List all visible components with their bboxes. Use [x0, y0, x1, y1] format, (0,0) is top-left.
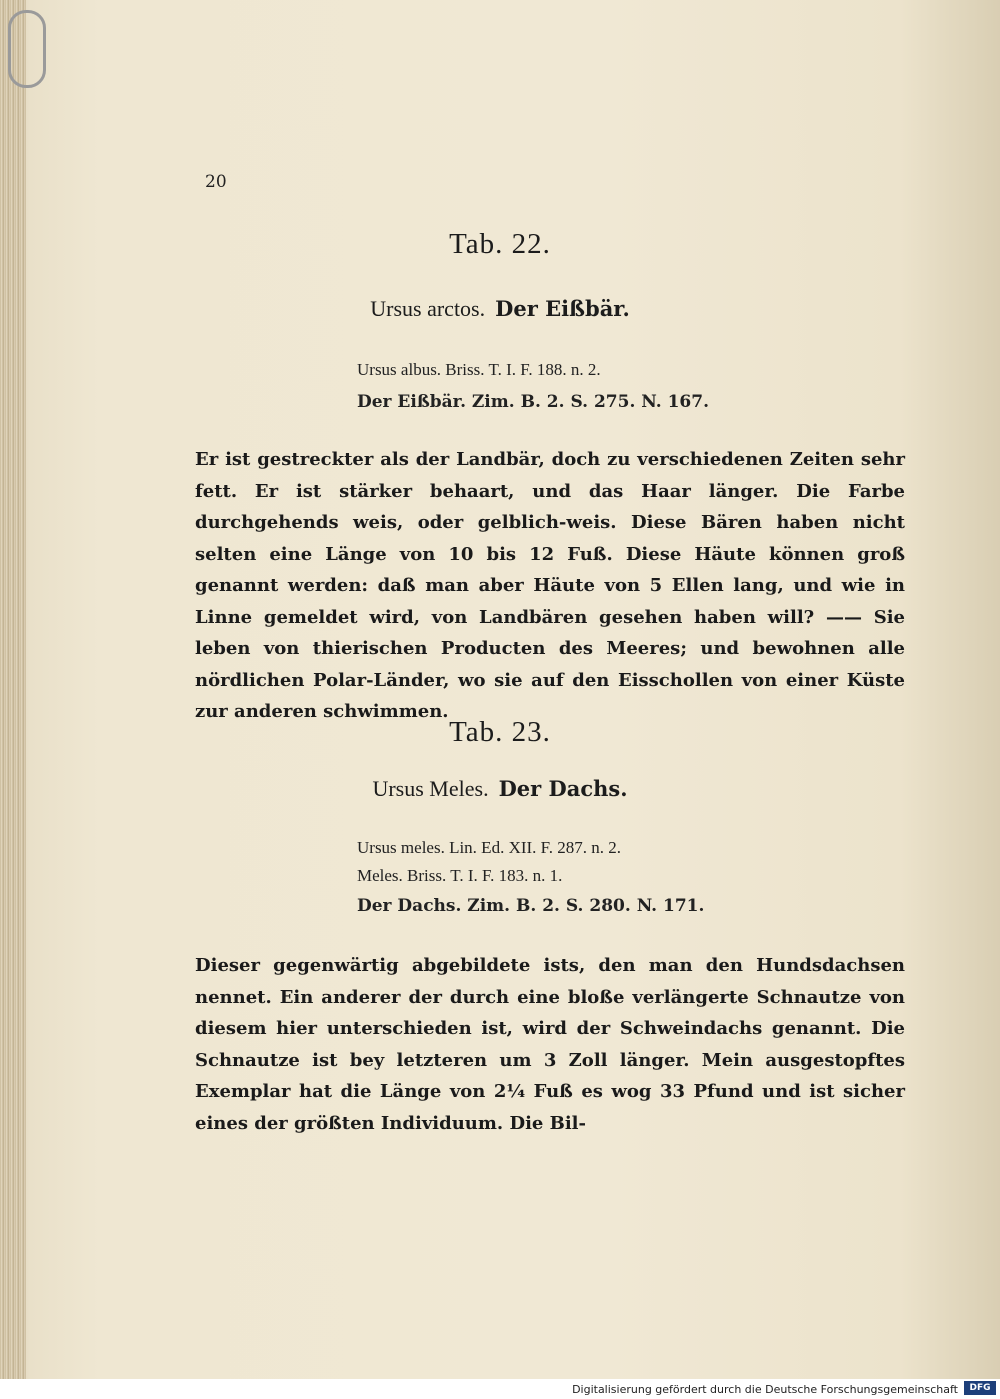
dfg-logo: DFG: [964, 1381, 996, 1395]
synonym-line: Der Eißbär. Zim. B. 2. S. 275. N. 167.: [357, 392, 709, 412]
paper-clip-icon: [8, 10, 46, 88]
species-title-tab-23: [0, 776, 1000, 802]
species-title-tab-22: [0, 296, 1000, 322]
funding-credit: Digitalisierung gefördert durch die Deutsche Forschungsgemeinschaft: [572, 1383, 958, 1396]
german-name: Der Eißbär.: [495, 296, 630, 321]
tab-23-heading: Tab. 23.: [449, 716, 551, 748]
latin-name: Ursus arctos.: [370, 296, 486, 321]
synonym-line: Ursus albus. Briss. T. I. F. 188. n. 2.: [357, 360, 601, 379]
synonym-line: Der Dachs. Zim. B. 2. S. 280. N. 171.: [357, 896, 705, 916]
page-number: 20: [205, 172, 227, 192]
tab-22-heading: Tab. 22.: [449, 228, 551, 260]
page-edge-stack: [0, 0, 26, 1379]
description-paragraph-tab-23: Dieser gegenwärtig abgebildete ists, den man den Hundsdachsen nennet. Ein anderer der durch eine bloße verlängerte Schnautze von diesem hier unterschieden ist, wird der Schweindachs genannt. Die Schnautze ist bey letzteren um 3 Zoll länger. Mein ausgestopftes Exemplar hat die Länge von 2¼ Fuß es wog 33 Pfund und ist sicher eines der größten Individuum. Die Bil-: [195, 955, 905, 1134]
synonym-line: Meles. Briss. T. I. F. 183. n. 1.: [357, 866, 563, 885]
german-name: Der Dachs.: [498, 776, 628, 801]
synonym-line: Ursus meles. Lin. Ed. XII. F. 287. n. 2.: [357, 838, 622, 857]
description-paragraph-tab-22: Er ist gestreckter als der Landbär, doch zu verschiedenen Zeiten sehr fett. Er ist stärker behaart, und das Haar länger. Die Farbe durchgehends weis, oder gelblich-weis. Diese Bären haben nicht selten eine Länge von 10 bis 12 Fuß. Diese Häute können groß genannt werden: daß man aber Häute von 5 Ellen lang, und wie in Linne gemeldet wird, von Landbären gesehen haben will? —— Sie leben von thierischen Producten des Meeres; und bewohnen alle nördlichen Polar-Länder, wo sie auf den Eisschollen von einer Küste zur anderen schwimmen.: [195, 449, 905, 722]
latin-name: Ursus Meles.: [372, 776, 489, 801]
